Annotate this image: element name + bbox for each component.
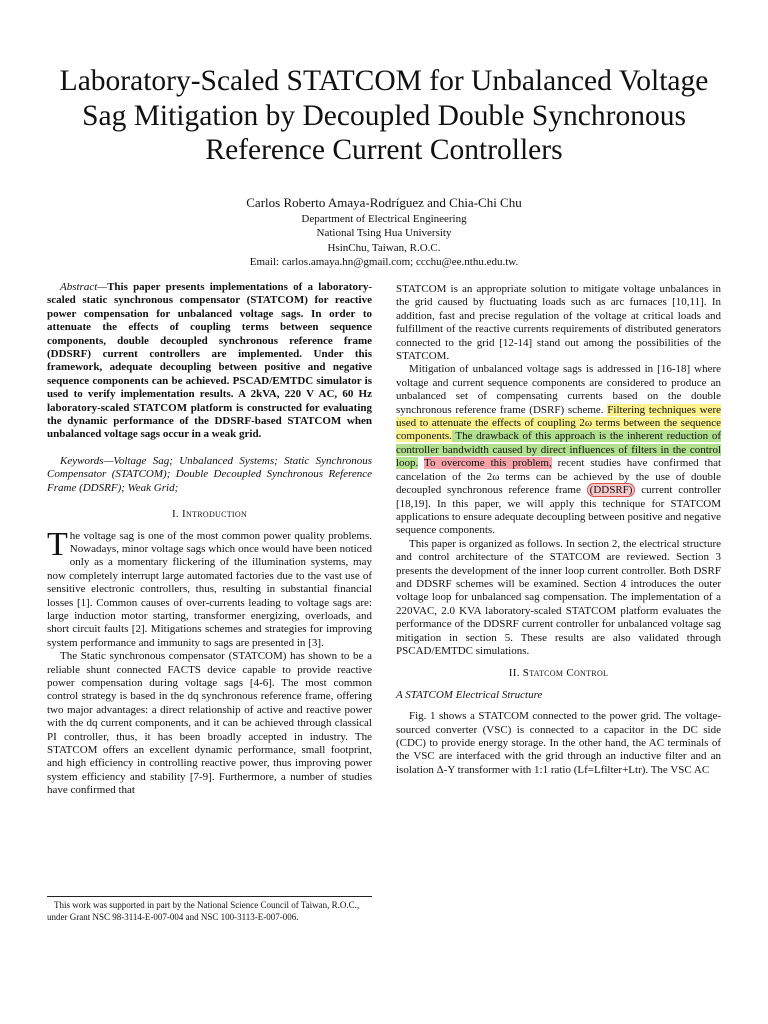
- section-heading-introduction: I. Introduction: [171, 508, 248, 521]
- paragraph-2-start: Mitigation of unbalanced voltage sags is addressed in [16-18] where voltage and current sequence components are considered to produce an unbalanced set of compensating currents based on the double synchronous reference frame (DSRF) scheme.: [396, 363, 721, 416]
- intro-paragraph-2: The Static synchronous compensator (STATCOM) has shown to be a reliable shunt connected FACTS device capable to provide reactive power compensation during voltage sags [4-6]. The most common control strategy is based in the dq synchronous reference frame, offering two major advantages: a direct relationship of active and reactive power with the dq current components, and it can be achieved through classical PI controller, thus, it has been broadly accepted in industry. The STATCOM offers an excellent dynamic performance, small footprint, and high efficiency in controlling reactive power, thus improving power system efficiency and stability [7-9]. Furthermore, a number of studies have confirmed that: [47, 650, 372, 797]
- affiliation: [0, 212, 768, 269]
- affiliation-dept: Department of Electrical Engineering: [301, 213, 467, 225]
- abstract: [47, 281, 372, 442]
- authors: Carlos Roberto Amaya-Rodríguez and Chia-Chi Chu: [246, 195, 522, 210]
- highlight-red: To overcome this problem,: [424, 457, 552, 470]
- right-paragraph-4: Fig. 1 shows a STATCOM connected to the power grid. The voltage-sourced converter (VSC) is connected to a capacitor in the DC side (CDC) to provide energy storage. In the other hand, the AC terminals of the VSC are interfaced with the grid through an inductive filter and an isolation Δ-Y transformer with 1:1 ratio (Lf=Lfilter+Ltr). The VSC AC: [396, 710, 721, 776]
- intro-paragraph-1: [47, 525, 372, 651]
- keywords: Keywords—Voltage Sag; Unbalanced Systems; Static Synchronous Compensator (STATCOM); Double Decoupled Synchronous Reference Frame (DDSRF); Weak Grid;: [47, 454, 372, 494]
- right-paragraph-1: STATCOM is an appropriate solution to mitigate voltage unbalances in the grid caused by fluctuating loads such as arc furnaces [10,11]. In addition, fast and precise regulation of the voltage at critical loads and fulfillment of the reactive currents requirements of distributed generators connected to the grid [12-14] stand out among the possibilities of the STATCOM.: [396, 283, 721, 363]
- drop-cap: T: [47, 525, 68, 563]
- paper-title: Laboratory-Scaled STATCOM for Unbalanced Voltage Sag Mitigation by Decoupled Double Synchronous Reference Current Controllers: [59, 65, 709, 166]
- circled-ddsrf: (DDSRF): [587, 483, 636, 497]
- footnote-divider: [47, 896, 372, 897]
- left-column: [47, 281, 372, 798]
- intro-paragraph-1-text: he voltage sag is one of the most common power quality problems. Nowadays, minor voltage sags which once would have been noticed only as a momentary flickering of the illumination systems, may now completely interrupt large automated factories due to the vast use of sensitive electronic controllers, thus, resulting in substantial financial losses [1]. Common causes of over-currents leading to voltage sags are: large induction motor starting, transformer energizing, overloads, and short circuit faults [2]. Mitigations schemes and strategies for improving system performance and immunity to sags are presented in [3].: [47, 529, 372, 649]
- paragraph-2-middle: recent studies have confirmed that cancelation of the 2ω terms can be achieved by the use of double decoupled synchronous reference frame: [396, 457, 722, 497]
- footnote: This work was supported in part by the National Science Council of Taiwan, R.O.C., under Grant NSC 98-3114-E-007-004 and NSC 100-3113-E-007-006.: [47, 900, 360, 922]
- paragraph-2-end: current controller [18,19]. In this paper, we will apply this technique for STATCOM applications to ensure adequate decoupling between positive and negative sequence components.: [396, 484, 722, 537]
- right-column: [396, 283, 721, 777]
- affiliation-email: Email: carlos.amaya.hn@gmail.com; ccchu@ee.nthu.edu.tw.: [249, 255, 519, 268]
- highlight-yellow: Filtering techniques were used to attenuate the effects of coupling 2ω terms between the sequence components.: [396, 403, 721, 443]
- highlight-green: The drawback of this approach is the inherent reduction of controller bandwidth caused by direct influences of filters in the control loop.: [396, 430, 721, 470]
- right-paragraph-3: This paper is organized as follows. In section 2, the electrical structure and control architecture of the STATCOM are reviewed. Section 3 presents the development of the inner loop current controller. Both DSRF and DDSRF schemes will be examined. Section 4 introduces the outer voltage loop for unbalanced sag compensation. The implementation of a 220VAC, 2.0 KVA laboratory-scaled STATCOM platform evaluates the performance of the DDSRF current controller for unbalanced voltage sag mitigation in section 5. These results are also validated through PSCAD/EMTDC simulations.: [396, 537, 721, 657]
- affiliation-university: National Tsing Hua University: [316, 227, 452, 240]
- right-paragraph-2: [396, 363, 721, 537]
- subsection-heading: A STATCOM Electrical Structure: [396, 688, 543, 701]
- abstract-label: Abstract—: [60, 281, 108, 293]
- abstract-text: This paper presents implementations of a laboratory-scaled static synchronous compensator (STATCOM) for reactive power compensation for unbalanced voltage sags. In order to attenuate the effects of coupling terms between sequence components, double decoupled synchronous reference frame (DDSRF) current controllers are implemented. Under this framework, adequate decoupling between positive and negative sequence components can be achieved. PSCAD/EMTDC simulator is used to verify implementation results. A 2kVA, 220 V AC, 60 Hz laboratory-scaled STATCOM platform is constructed for evaluating the dynamic performance of the DDSRF-based STATCOM when unbalanced voltage sags occur in a weak grid.: [47, 281, 372, 441]
- affiliation-location: HsinChu, Taiwan, R.O.C.: [327, 241, 441, 254]
- section-heading-statcom-control: II. Statcom Control: [508, 667, 609, 680]
